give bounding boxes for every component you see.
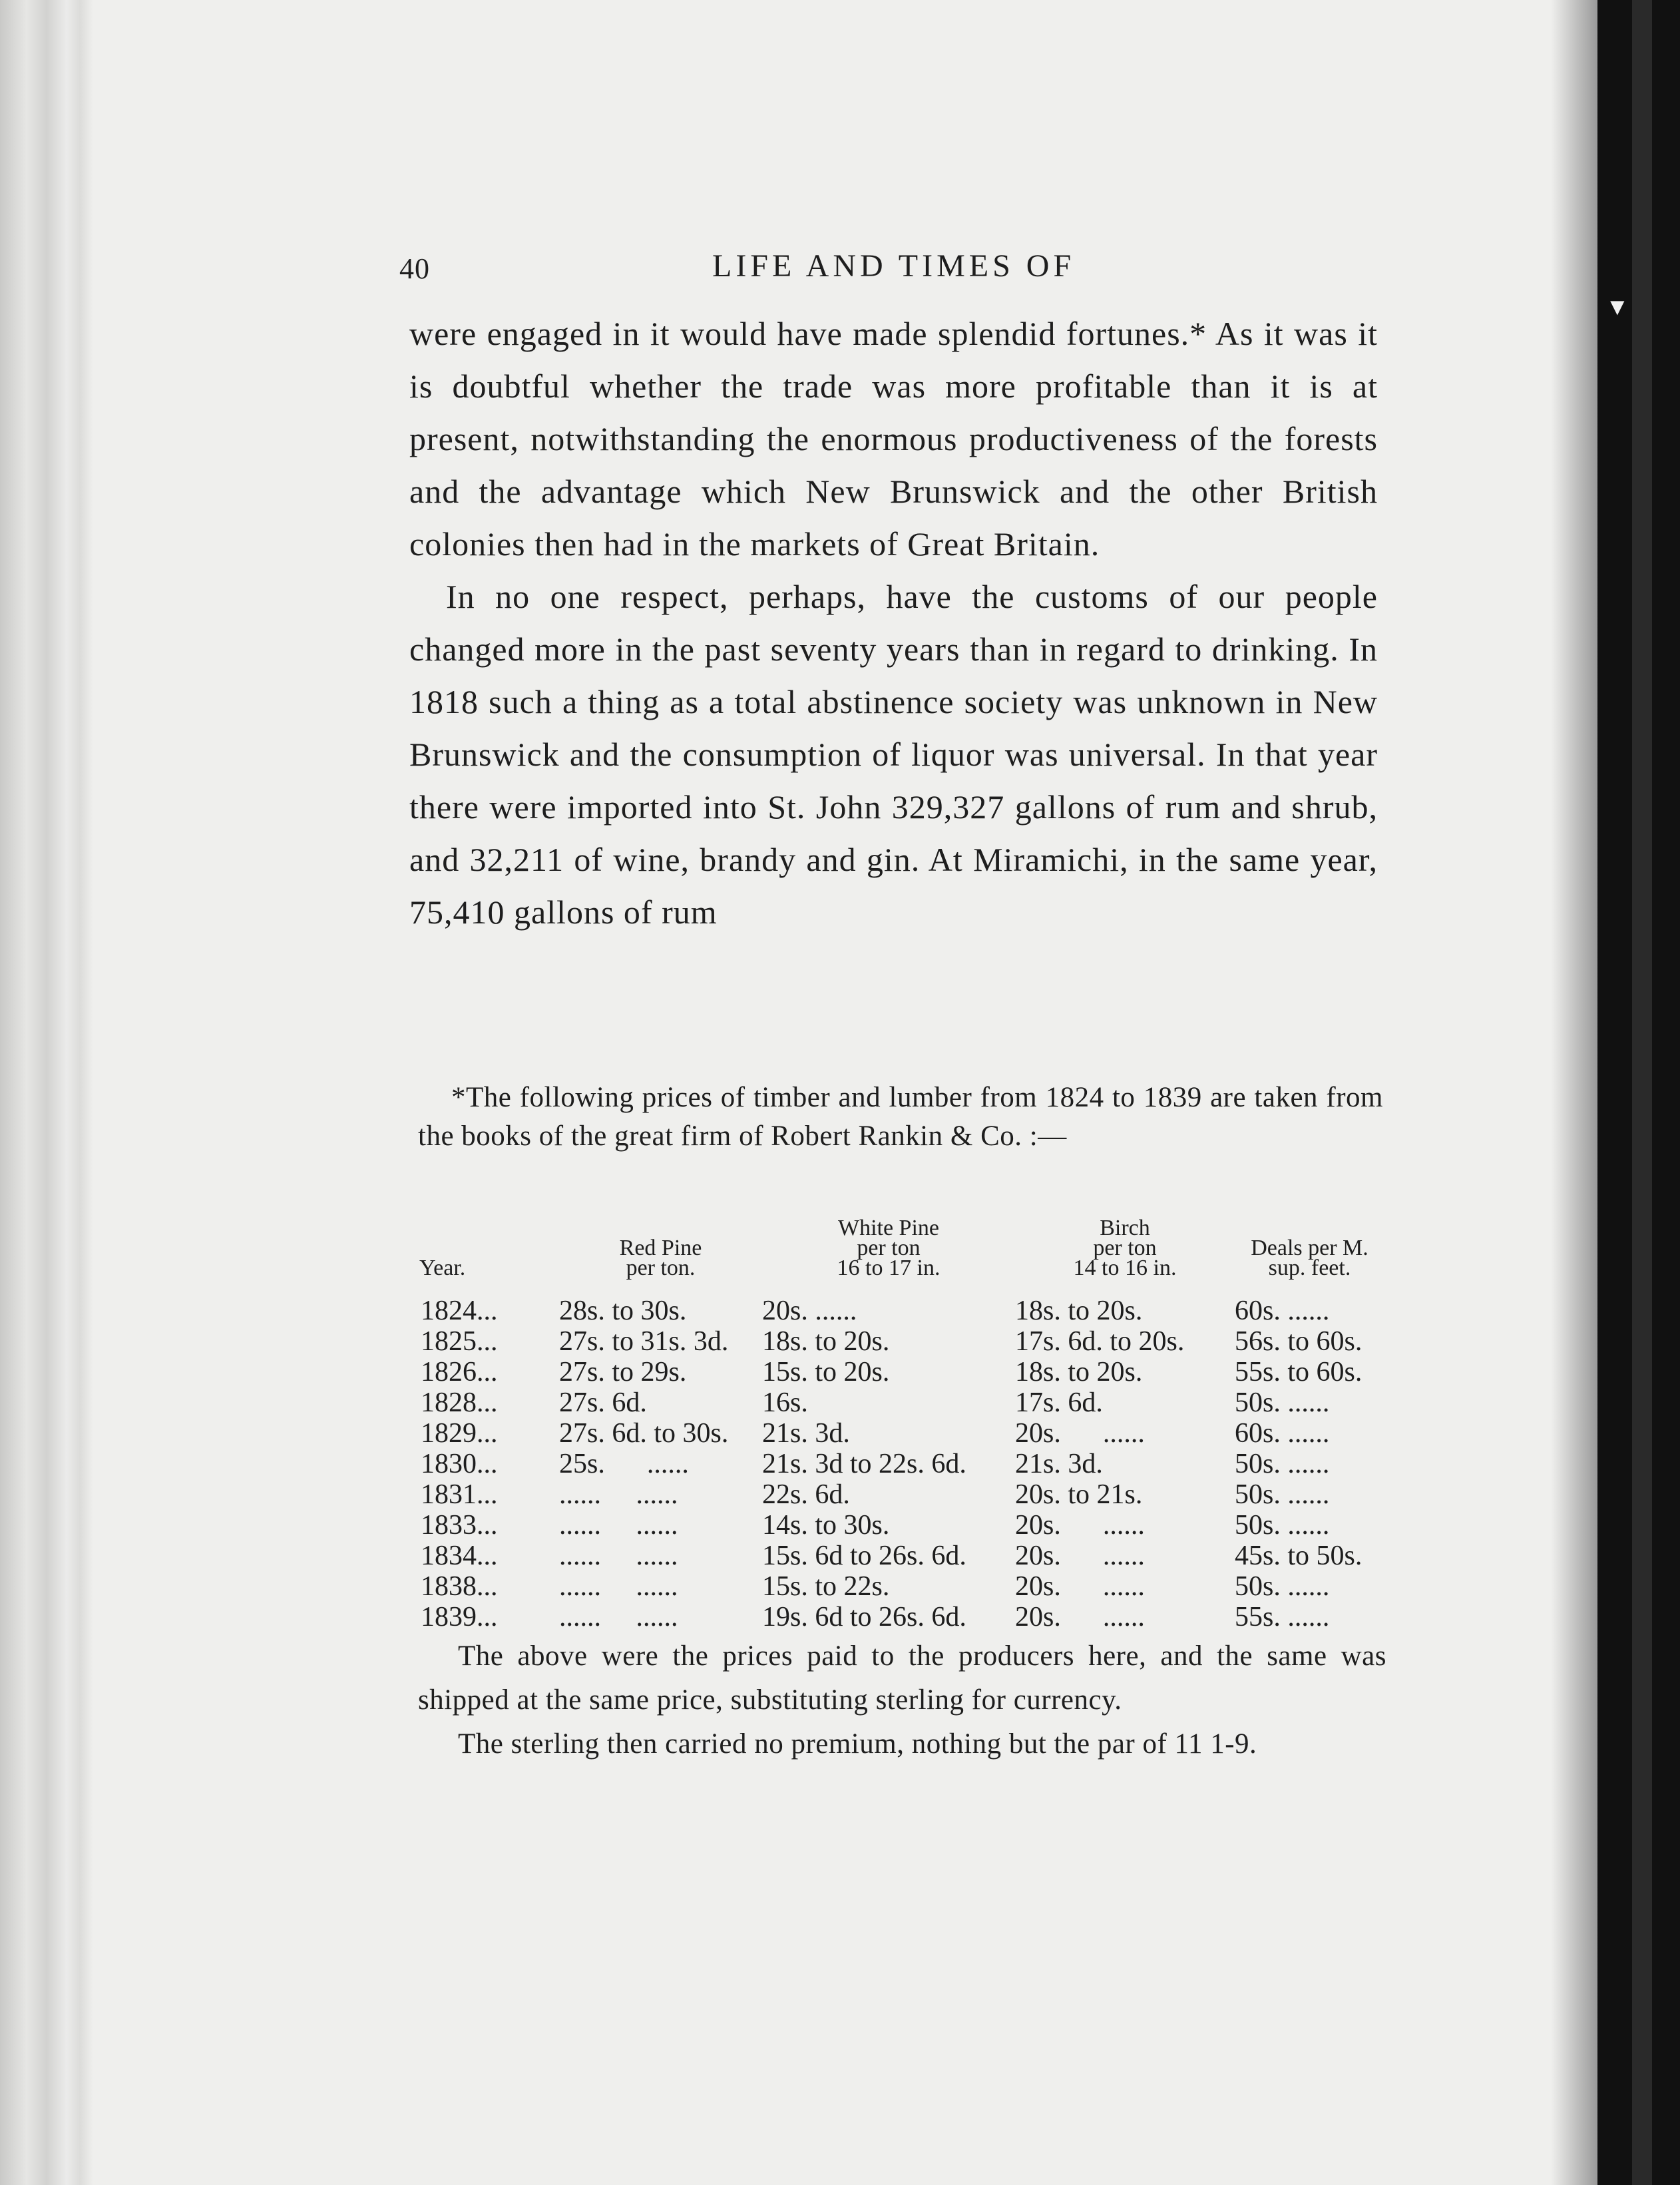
cell-birch: 20s. ...... <box>1015 1418 1145 1449</box>
cell-deals: 60s. ...... <box>1235 1296 1330 1326</box>
cell-year: 1828... <box>421 1387 498 1418</box>
cell-deals: 55s. ...... <box>1235 1602 1330 1632</box>
cell-birch: 20s. ...... <box>1015 1510 1145 1541</box>
cell-deals: 50s. ...... <box>1235 1479 1330 1510</box>
paragraph-prices-note: The above were the prices paid to the producers here, and the same was shipped at the same price, substituting sterling for currency. <box>418 1640 1386 1716</box>
paragraph-drinking: In no one respect, perhaps, have the customs of our people changed more in the past seventy years than in regard to drinking. In 1818 such a thing as a total abstinence society was unknown in New Brunswick and the consumption of liquor was universal. In that year there were imported into St. John 329,327 gallons of rum and shrub, and 32,211 of wine, brandy and gin. At Miramichi, in the same year, 75,410 gallons of rum <box>409 578 1378 931</box>
cell-white-pine: 19s. 6d to 26s. 6d. <box>762 1602 966 1632</box>
page-number: 40 <box>399 252 430 285</box>
cell-birch: 21s. 3d. <box>1015 1449 1103 1479</box>
cell-red-pine: ...... ...... <box>559 1602 678 1632</box>
cell-birch: 20s. ...... <box>1015 1602 1145 1632</box>
page-right-shadow <box>1551 0 1597 2185</box>
cell-white-pine: 15s. 6d to 26s. 6d. <box>762 1541 966 1571</box>
cell-year: 1829... <box>421 1418 498 1449</box>
footnote-continuation <box>418 1634 1386 1766</box>
cell-deals: 60s. ...... <box>1235 1418 1330 1449</box>
paragraph-sterling-note: The sterling then carried no premium, nothing but the par of 11 1-9. <box>458 1728 1257 1760</box>
cell-birch: 20s. ...... <box>1015 1541 1145 1571</box>
cell-deals: 56s. to 60s. <box>1235 1326 1363 1357</box>
cell-red-pine: 27s. 6d. <box>559 1387 647 1418</box>
cell-deals: 55s. to 60s. <box>1235 1357 1363 1387</box>
cell-year: 1839... <box>421 1602 498 1632</box>
cell-white-pine: 18s. to 20s. <box>762 1326 890 1357</box>
cell-year: 1826... <box>421 1357 498 1387</box>
cell-deals: 45s. to 50s. <box>1235 1541 1363 1571</box>
cell-white-pine: 22s. 6d. <box>762 1479 850 1510</box>
table-row <box>419 1296 1384 1326</box>
cell-deals: 50s. ...... <box>1235 1387 1330 1418</box>
table-body <box>419 1296 1384 1632</box>
table-row <box>419 1571 1384 1602</box>
table-row <box>419 1541 1384 1571</box>
cell-year: 1825... <box>421 1326 498 1357</box>
cell-red-pine: 27s. to 31s. 3d. <box>559 1326 729 1357</box>
cell-deals: 50s. ...... <box>1235 1571 1330 1602</box>
cell-red-pine: ...... ...... <box>559 1541 678 1571</box>
paragraph-timber-trade: were engaged in it would have made splendid fortunes.* As it was it is doubtful whether the trade was more profitable than it is at present, notwithstanding the enormous productiveness of the forests and the advantage which New Brunswick and the other British colonies then had in the markets of Great Britain. <box>409 315 1378 563</box>
cell-birch: 20s. to 21s. <box>1015 1479 1143 1510</box>
footnote-intro: *The following prices of timber and lumber from 1824 to 1839 are taken from the books of the great firm of Robert Rankin & Co. :— <box>418 1082 1383 1152</box>
cell-white-pine: 21s. 3d. <box>762 1418 850 1449</box>
cell-birch: 18s. to 20s. <box>1015 1357 1143 1387</box>
cell-red-pine: 27s. 6d. to 30s. <box>559 1418 729 1449</box>
table-row <box>419 1326 1384 1357</box>
table-row <box>419 1418 1384 1449</box>
cell-year: 1830... <box>421 1449 498 1479</box>
scan-border-inner <box>1632 0 1652 2185</box>
cell-red-pine: 25s. ...... <box>559 1449 689 1479</box>
page-gutter-edge <box>0 0 93 2185</box>
main-text <box>409 308 1378 939</box>
running-title: LIFE AND TIMES OF <box>712 248 1076 284</box>
table-header-row <box>419 1218 1384 1296</box>
cell-birch: 20s. ...... <box>1015 1571 1145 1602</box>
cell-deals: 50s. ...... <box>1235 1449 1330 1479</box>
cell-year: 1834... <box>421 1541 498 1571</box>
cell-red-pine: ...... ...... <box>559 1510 678 1541</box>
cell-birch: 17s. 6d. to 20s. <box>1015 1326 1185 1357</box>
cell-red-pine: 28s. to 30s. <box>559 1296 687 1326</box>
header-birch: Birch per ton 14 to 16 in. <box>1073 1216 1177 1280</box>
running-head <box>399 248 1378 294</box>
cell-white-pine: 15s. to 20s. <box>762 1357 890 1387</box>
cell-year: 1833... <box>421 1510 498 1541</box>
cell-deals: 50s. ...... <box>1235 1510 1330 1541</box>
cell-red-pine: 27s. to 29s. <box>559 1357 687 1387</box>
footnote <box>418 1079 1383 1156</box>
header-deals: Deals per M. sup. feet. <box>1251 1236 1368 1280</box>
cell-red-pine: ...... ...... <box>559 1479 678 1510</box>
cell-white-pine: 21s. 3d to 22s. 6d. <box>762 1449 966 1479</box>
table-row <box>419 1479 1384 1510</box>
scan-edge-mark: ▼ <box>1605 294 1629 320</box>
cell-white-pine: 16s. <box>762 1387 808 1418</box>
table-row <box>419 1510 1384 1541</box>
header-white-pine: White Pine per ton 16 to 17 in. <box>837 1216 941 1280</box>
cell-year: 1824... <box>421 1296 498 1326</box>
timber-price-table <box>419 1218 1384 1632</box>
cell-white-pine: 14s. to 30s. <box>762 1510 890 1541</box>
table-row <box>419 1602 1384 1632</box>
table-row <box>419 1387 1384 1418</box>
cell-year: 1831... <box>421 1479 498 1510</box>
table-row <box>419 1357 1384 1387</box>
cell-birch: 18s. to 20s. <box>1015 1296 1143 1326</box>
cell-white-pine: 20s. ...... <box>762 1296 857 1326</box>
header-red-pine: Red Pine per ton. <box>619 1236 702 1280</box>
cell-birch: 17s. 6d. <box>1015 1387 1103 1418</box>
cell-red-pine: ...... ...... <box>559 1571 678 1602</box>
header-year: Year. <box>419 1256 466 1280</box>
cell-white-pine: 15s. to 22s. <box>762 1571 890 1602</box>
cell-year: 1838... <box>421 1571 498 1602</box>
table-row <box>419 1449 1384 1479</box>
